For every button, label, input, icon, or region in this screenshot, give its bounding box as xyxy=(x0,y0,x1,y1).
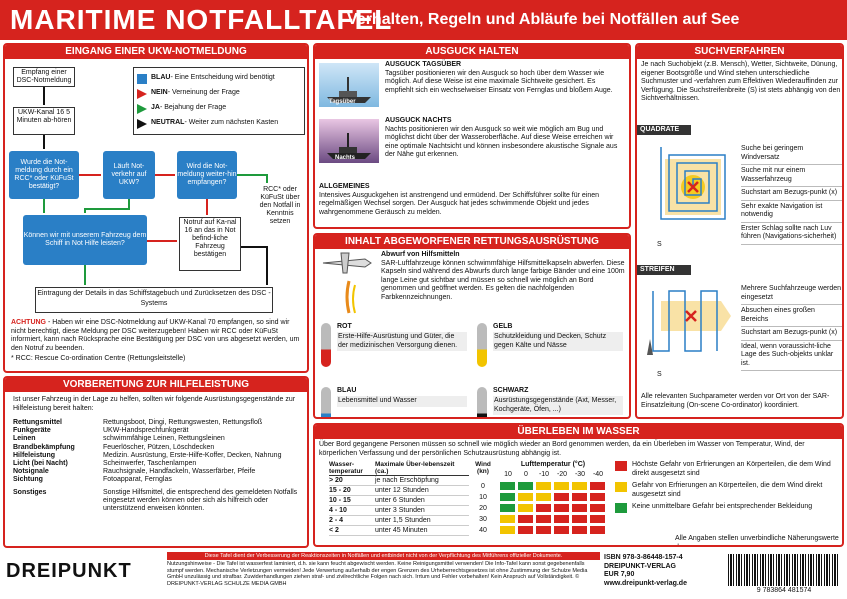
water-row xyxy=(329,516,469,526)
search-note: Alle relevanten Suchparameter werden vor Ort von der SAR-Einsatzleitung (On-scene Co-ordinator) koordiniert. xyxy=(641,393,830,409)
flow-relay: Notruf auf Ka-nal 16 an das in Not befind-liche Fahrzeug bestätigen xyxy=(179,217,241,271)
page-title: MARITIME NOTFALLTAFEL xyxy=(10,4,393,35)
drop-title: INHALT ABGEWORFENER RETTUNGSAUSRÜSTUNG xyxy=(315,235,629,249)
chill-cell xyxy=(589,525,606,535)
chill-cell xyxy=(553,481,570,491)
water-intro: Über Bord gegangene Personen müssen so schnell wie möglich wieder an Bord genommen werden, da ein Überleben im Wasser von Temperatur, Wind, der körperlichen Verfassung und der persönlichen Schutzausrüstung abhängig ist. xyxy=(319,441,805,457)
survival-time: je nach Erschöpfung xyxy=(375,477,439,484)
capsule-icon xyxy=(477,387,487,419)
legend-black-icon xyxy=(137,119,147,129)
price: EUR 7,90 xyxy=(604,571,635,578)
square-pattern-diagram xyxy=(643,141,739,241)
search-note-item: Sehr exakte Navigation ist notwendig xyxy=(741,201,843,223)
day-illustration xyxy=(319,63,379,107)
prep-row-key: Licht (bei Nacht) xyxy=(13,460,68,468)
water-panel xyxy=(313,423,844,547)
night-heading: AUSGUCK NACHTS xyxy=(385,117,452,124)
wind-label: 0 xyxy=(481,483,485,490)
water-temp: < 2 xyxy=(329,527,339,534)
page-header xyxy=(0,0,847,40)
night-text: Nachts positionieren wir den Ausguck so weit wie möglich am Bug und möglichst dicht über der Wasseroberfläche. Auf diese Weise erreichen wir eine optimale Nachtsicht und können insbesondere akustische Signale aus der Nähe gut erkennen. xyxy=(385,125,618,158)
legend xyxy=(133,67,305,135)
air-temp-header: Lufttemperatur (°C) xyxy=(520,461,586,468)
drop-item-key: BLAU xyxy=(337,387,357,394)
stripes-heading: STREIFEN xyxy=(637,265,691,275)
prep-row xyxy=(13,419,299,427)
chill-cell xyxy=(517,525,534,535)
chill-cell xyxy=(571,514,588,524)
chill-cell xyxy=(589,481,606,491)
chill-cell xyxy=(553,514,570,524)
legend-blue-text: - Eine Entscheidung wird benötigt xyxy=(170,74,275,82)
drop-panel xyxy=(313,233,631,419)
ukw-panel xyxy=(3,43,309,373)
survival-time: unter 1,5 Stunden xyxy=(375,517,431,524)
drop-item-text: Ausrüstungsgegenstände (Axt, Messer, Kochgeräte, Öfen, ...) xyxy=(493,396,623,415)
wind-label: 40 xyxy=(479,527,487,534)
prep-row-value: Medizin. Ausrüstung, Erste-Hilfe-Koffer, Decken, Nahrung xyxy=(103,451,282,459)
legend-black-text: - Weiter zum nächsten Kasten xyxy=(184,119,279,127)
publisher: DREIPUNKT-VERLAG xyxy=(604,562,676,570)
prep-row xyxy=(13,444,299,452)
drop-item xyxy=(475,385,625,419)
drop-item xyxy=(319,385,469,419)
air-temp-label: -10 xyxy=(538,471,550,478)
wind-label: 30 xyxy=(479,516,487,523)
day-caption: Tagsüber xyxy=(329,99,356,105)
lookout-title: AUSGUCK HALTEN xyxy=(315,45,629,59)
drop-item-key: ROT xyxy=(337,323,352,330)
capsule-icon xyxy=(321,387,331,419)
drop-item xyxy=(319,321,469,377)
rcc-note: * RCC: Rescue Co-ordination Centre (Rettungsleitstelle) xyxy=(11,355,186,362)
drop-subheading: Abwurf von Hilfsmitteln xyxy=(381,251,460,258)
drop-item-key: GELB xyxy=(493,323,513,330)
air-temp-label: -30 xyxy=(574,471,586,478)
drop-item-key: SCHWARZ xyxy=(493,387,529,394)
search-note-item: Suche bei geringem Windversatz xyxy=(741,143,843,165)
prep-row xyxy=(13,427,299,435)
water-legend xyxy=(615,461,837,517)
brand-logo xyxy=(6,560,132,583)
chill-cell xyxy=(499,525,516,535)
chill-cell xyxy=(499,481,516,491)
general-text: Intensives Ausguckgehen ist anstrengend und ermüdend. Der Schiffsführer sollte für einen regelmäßigen Wechsel sorgen. Der Ausguck hat jedes schwimmende Objekt und jedes wahrgenommene Geräusch zu melden. xyxy=(319,191,600,216)
prep-row-key: Rettungsmittel xyxy=(13,419,62,426)
survival-time: unter 3 Stunden xyxy=(375,507,425,514)
water-row xyxy=(329,506,469,516)
chill-cell xyxy=(535,503,552,513)
water-temp: 2 - 4 xyxy=(329,517,344,524)
flow-listen: UKW-Kanal 16 5 Minuten ab-hören xyxy=(13,107,75,135)
flow-q3: Wird die Not-meldung weiter-hin empfangen? xyxy=(177,151,237,199)
chill-cell xyxy=(571,525,588,535)
prep-row xyxy=(13,476,299,484)
water-legend-item xyxy=(615,482,837,499)
prep-row-value: Feuerlöscher, Pützen, Löschdecken xyxy=(103,443,215,451)
chill-cell xyxy=(535,525,552,535)
water-row xyxy=(329,526,469,536)
prep-row-value: Fotoapparat, Fernglas xyxy=(103,476,172,484)
square-notes xyxy=(741,143,843,245)
prep-other-text: Sonstige Hilfsmittel, die entsprechend des gemeldeten Notfalls eingesetzt werden können oder sich als hilfreich oder unterstützend erweisen könnten. xyxy=(103,488,298,513)
squares-heading: QUADRATE xyxy=(637,125,691,135)
prep-row-value: Rettungsboot, Dingi, Rettungswesten, Rettungsfloß xyxy=(103,419,263,426)
legend-red-text: - Verneinung der Frage xyxy=(167,89,240,97)
survival-time: unter 45 Minuten xyxy=(375,527,428,534)
chill-cell xyxy=(571,481,588,491)
aircraft-icon xyxy=(319,251,375,317)
ukw-title: EINGANG EINER UKW-NOTMELDUNG xyxy=(5,45,307,59)
chill-cell xyxy=(517,481,534,491)
chill-cell xyxy=(499,503,516,513)
night-illustration xyxy=(319,119,379,163)
chill-cell xyxy=(517,514,534,524)
barcode-bars xyxy=(728,554,840,586)
search-title: SUCHVERFAHREN xyxy=(637,45,842,59)
website: www.dreipunkt-verlag.de xyxy=(604,579,687,587)
chill-cell xyxy=(571,503,588,513)
water-temp: > 20 xyxy=(329,477,343,484)
water-temp-header: Wasser-temperatur xyxy=(329,461,363,475)
page-subtitle: Verhalten, Regeln und Abläufe bei Notfällen auf See xyxy=(347,11,740,28)
chill-cell xyxy=(535,514,552,524)
search-note-item: Suche mit nur einem Wasserfahrzeug xyxy=(741,165,843,187)
search-panel xyxy=(635,43,844,419)
drop-item-text: Erste-Hilfe-Ausrüstung und Güter, die der medizinischen Versorgung dienen. xyxy=(337,332,467,351)
capsule-icon xyxy=(477,323,487,367)
prep-row-key: Brandbekämpfung xyxy=(13,443,75,451)
isbn: ISBN 978-3-86448-157-4 xyxy=(604,554,683,561)
capsule-icon xyxy=(321,323,331,367)
water-row xyxy=(329,486,469,496)
search-intro: Je nach Suchobjekt (z.B. Mensch), Wetter, Sichtweite, Dünung, eigener Bootsgröße und Wind stehen unterschiedliche Suchmuster und -verfahren zum Effektiven Wiederauffinden zur Verfügung. Die Suchstreifenbreite (S) ist stets abhängig von den Sichtverhältnissen. xyxy=(641,61,841,102)
water-table xyxy=(329,461,469,536)
legend-red-key: NEIN xyxy=(151,89,168,97)
air-temp-label: -40 xyxy=(592,471,604,478)
prep-other xyxy=(13,489,299,514)
prep-row-value: schwimmfähige Leinen, Rettungsleinen xyxy=(103,435,225,443)
water-row xyxy=(329,476,469,486)
square-s-label: S xyxy=(657,241,662,248)
disclaimer-bar: Diese Tafel dient der Verbesserung der Reaktionszeiten in Notfällen und entbindet nicht von der Verpflichtung des Mitführens offizieller Dokumente. xyxy=(167,552,600,560)
legend-green-text: - Bejahung der Frage xyxy=(159,104,227,112)
brand-text: DREIPUNKT xyxy=(6,560,132,582)
day-heading: AUSGUCK TAGSÜBER xyxy=(385,61,462,68)
barcode xyxy=(728,554,840,596)
air-temp-label: -20 xyxy=(556,471,568,478)
isbn-block xyxy=(604,554,724,588)
chill-cell xyxy=(517,492,534,502)
chill-cell xyxy=(589,503,606,513)
prep-row-key: Notsignale xyxy=(13,468,49,476)
search-note-item: Erster Schlag sollte nach Luv führen (Navigations-sicherheit) xyxy=(741,223,843,245)
water-legend-text: Höchste Gefahr von Erfrierungen an Körperteilen, die dem Wind direkt ausgesetzt sind xyxy=(632,461,831,477)
survival-header: Maximale Über-lebenszeit (ca.) xyxy=(375,461,455,475)
search-note-item: Suchstart am Bezugs-punkt (x) xyxy=(741,327,843,341)
water-legend-swatch xyxy=(615,461,627,471)
drop-item xyxy=(475,321,625,377)
prep-row-value: UKW-Handsprechfunkgerät xyxy=(103,427,189,435)
drop-text: SAR-Luftfahrzeuge können schwimmfähige Hilfsmittelkapseln abwerfen. Diese Kapseln sind während des Abwurfs durch lange farbige Bänder und eine 100m lange Leine gut sichtbar und müssen so schnell wie möglich an Bord genommen und geöffnet werden. Es gelten die nachfolgenden Farbkennzeichnungen. xyxy=(381,259,625,301)
prep-row-key: Sichtung xyxy=(13,476,43,484)
prep-intro: Ist unser Fahrzeug in der Lage zu helfen, sollten wir folgende Ausrüstungsgegenstände zur Hilfeleistung bereit halten: xyxy=(13,396,296,412)
stripe-notes xyxy=(741,283,843,371)
chill-cell xyxy=(535,492,552,502)
chill-cell xyxy=(553,525,570,535)
search-note-item: Mehrere Suchfahrzeuge werden eingesetzt xyxy=(741,283,843,305)
search-note-item: Ideal, wenn voraussicht-liche Lage des Such-objekts unklar ist. xyxy=(741,341,843,372)
prep-panel xyxy=(3,376,309,548)
flow-q2: Läuft Not-verkehr auf UKW? xyxy=(103,151,155,199)
air-temp-label: 10 xyxy=(504,471,512,478)
warning-text xyxy=(11,319,303,353)
chill-cell xyxy=(553,503,570,513)
wind-label: 20 xyxy=(479,505,487,512)
flow-q4: Können wir mit unserem Fahrzeug dem Schiff in Not Hilfe leisten? xyxy=(23,215,147,265)
wind-label: 10 xyxy=(479,494,487,501)
water-legend-text: Keine unmittelbare Gefahr bei entsprechender Bekleidung xyxy=(632,503,813,510)
prep-row-value: Rauchsignale, Handfackeln, Wasserfärber, Pfeife xyxy=(103,468,256,476)
chill-cell xyxy=(499,492,516,502)
survival-time: unter 12 Stunden xyxy=(375,487,429,494)
water-row xyxy=(329,496,469,506)
stripe-s-label: S xyxy=(657,371,662,378)
prep-row xyxy=(13,460,299,468)
flow-rcc: RCC* oder KüFuSt über den Notfall in Kenntnis setzen xyxy=(255,185,305,247)
barcode-number: 9 783864 481574 xyxy=(756,587,812,594)
drop-item-text: Lebensmittel und Wasser xyxy=(337,396,467,407)
water-temp: 10 - 15 xyxy=(329,497,351,504)
water-legend-item xyxy=(615,461,837,478)
prep-row-value: Scheinwerfer, Taschenlampen xyxy=(103,460,197,468)
water-title: ÜBERLEBEN IM WASSER xyxy=(315,425,842,439)
water-legend-item xyxy=(615,503,837,513)
legend-blue-icon xyxy=(137,74,147,84)
prep-row xyxy=(13,452,299,460)
water-legend-swatch xyxy=(615,482,627,492)
prep-row-key: Funkgeräte xyxy=(13,427,51,435)
warning-key: ACHTUNG xyxy=(11,319,46,326)
warning-body: - Haben wir eine DSC-Notmeldung auf UKW-Kanal 70 empfangen, so sind wir nicht berechtigt, diese Meldung per DSC weiterzugeben! Haben wir RCC oder KüFuSt informiert, kann nach Rücksprache eine Bestätigung per DSC von uns abgesetzt werden, um den Notruf zu beenden. xyxy=(11,319,300,352)
water-legend-text: Gefahr von Erfrierungen an Körperteilen, die dem Wind direkt ausgesetzt sind xyxy=(632,482,823,498)
general-heading: ALLGEMEINES xyxy=(319,183,370,190)
prep-row-key: Hilfeleistung xyxy=(13,451,56,459)
night-caption: Nachts xyxy=(335,155,356,161)
water-temp: 4 - 10 xyxy=(329,507,347,514)
water-temp: 15 - 20 xyxy=(329,487,351,494)
water-note: Alle Angaben stellen unverbindliche Näherungswerte dar. xyxy=(675,535,839,547)
prep-row xyxy=(13,435,299,443)
legend-black-key: NEUTRAL xyxy=(151,119,185,127)
chill-cell xyxy=(589,514,606,524)
usage-notes: Nutzungshinweise - Die Tafel ist wasserfest laminiert, d.h. sie kann feucht abgewischt werden. Keine Reinigungsmittel verwenden! Die Info-Tafel kann sonst gegebenenfalls stumpf werden. Mechanische Verletzungen vermeiden! Jede Verwertung außerhalb der engen Grenzen des Urheberrechtsgesetzes ist ohne Zustimmung der Schulze Media GmbH unzulässig und strafbar. Zuwiderhandlungen ziehen straf- und zivilrechtliche Folgen nach sich. Irrtum und Fehler vorbehalten! Kein Anspruch auf Vollständigkeit. © DREIPUNKT-VERLAG SCHULZE MEDIA GMBH xyxy=(167,561,588,587)
flow-start: Empfang einer DSC-Notmeldung xyxy=(13,67,75,87)
water-legend-swatch xyxy=(615,503,627,513)
chill-cell xyxy=(517,503,534,513)
prep-rows xyxy=(13,419,299,485)
legend-green-key: JA xyxy=(151,104,160,112)
chill-cell xyxy=(535,481,552,491)
air-temp-label: 0 xyxy=(524,471,528,478)
search-note-item: Suchstart am Bezugs-punkt (x) xyxy=(741,187,843,201)
prep-row xyxy=(13,468,299,476)
legend-blue-key: BLAU xyxy=(151,74,171,82)
flow-q1: Wurde die Not-meldung durch ein RCC* oder KüFuSt bestätigt? xyxy=(9,151,79,199)
wind-header: Wind (kn) xyxy=(475,461,491,475)
survival-time: unter 6 Stunden xyxy=(375,497,425,504)
lookout-panel xyxy=(313,43,631,229)
chill-cell xyxy=(553,492,570,502)
chill-cell xyxy=(571,492,588,502)
prep-other-key: Sonstiges xyxy=(13,488,47,496)
legend-red-icon xyxy=(137,89,147,99)
search-note-item: Absuchen eines großen Bereichs xyxy=(741,305,843,327)
legend-green-icon xyxy=(137,104,147,114)
chill-cell xyxy=(589,492,606,502)
prep-row-key: Leinen xyxy=(13,435,36,443)
stripe-pattern-diagram xyxy=(641,281,739,371)
flow-log: Eintragung der Details in das Schiffstagebuch und Zurücksetzen des DSC - Systems xyxy=(35,287,273,313)
drop-item-text: Schutzkleidung und Decken, Schutz gegen Kälte und Nässe xyxy=(493,332,623,351)
chill-cell xyxy=(499,514,516,524)
day-text: Tagsüber positionieren wir den Ausguck so hoch über dem Wasser wie möglich. Auf diese Weise ist eine maximale Sichtweite gesichert. Es empfiehlt sich ein wechselweiser Einsatz von Fernglas und bloßem Auge. xyxy=(385,69,613,94)
prep-title: VORBEREITUNG ZUR HILFELEISTUNG xyxy=(5,378,307,392)
